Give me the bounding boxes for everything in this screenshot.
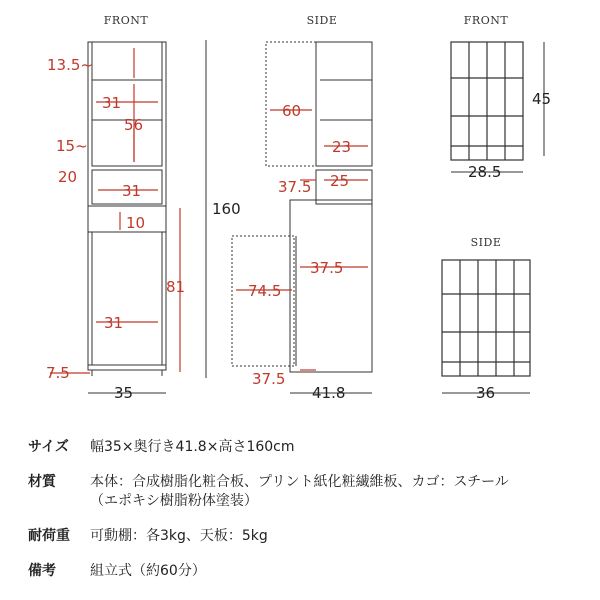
basket-front-caption: FRONT (463, 14, 509, 27)
spec-label: 材質 (28, 474, 56, 490)
side-view (232, 42, 372, 372)
front-dim-81: 81 (166, 278, 186, 296)
front-dim-15: 15~ (56, 137, 88, 155)
side-dim-37-5-bottom: 37.5 (252, 370, 286, 388)
side-dim-41-8: 41.8 (312, 384, 346, 402)
side-dim-25: 25 (330, 172, 350, 190)
spec-label: 耐荷重 (28, 528, 70, 544)
basket-side-caption: SIDE (470, 236, 502, 249)
side-dim-23: 23 (332, 138, 352, 156)
side-dim-37-5-mid: 37.5 (278, 178, 312, 196)
spec-value: 可動棚：各3kg、天板：5kg (90, 528, 268, 544)
spec-row-material (28, 473, 588, 511)
front-dim-160: 160 (212, 200, 241, 218)
spec-label: サイズ (28, 439, 69, 455)
spec-row-load (28, 527, 588, 546)
spec-value: 組立式（約60分） (90, 563, 206, 579)
side-dim-60: 60 (282, 102, 302, 120)
side-dim-37-5-inner: 37.5 (310, 259, 344, 277)
spec-list (28, 438, 588, 597)
front-dim-13-5: 13.5~ (47, 56, 93, 74)
front-dim-31-mid: 31 (122, 182, 142, 200)
spec-value: 幅35×奥行き41.8×高さ160cm (90, 439, 295, 455)
spec-label: 備考 (28, 563, 56, 579)
front-view-caption: FRONT (103, 14, 149, 27)
basket-dim-28-5: 28.5 (468, 163, 502, 181)
basket-front-view (451, 42, 523, 160)
spec-row-notes (28, 562, 588, 581)
basket-dim-45: 45 (532, 90, 552, 108)
spec-row-size (28, 438, 588, 457)
front-dim-35: 35 (114, 384, 134, 402)
front-dim-56: 56 (124, 116, 144, 134)
basket-side-view (442, 260, 530, 376)
front-view (88, 42, 166, 376)
front-dim-31-bottom: 31 (104, 314, 124, 332)
side-dim-74-5: 74.5 (248, 282, 282, 300)
front-dim-20: 20 (58, 168, 78, 186)
basket-dim-36: 36 (476, 384, 496, 402)
front-dim-10: 10 (126, 214, 146, 232)
front-dim-31-top: 31 (102, 94, 122, 112)
front-dim-7-5: 7.5 (46, 364, 70, 382)
side-view-caption: SIDE (306, 14, 338, 27)
spec-value: 本体：合成樹脂化粧合板、プリント紙化粧繊維板、カゴ：スチール （エポキシ樹脂粉体塗装） (90, 474, 509, 509)
